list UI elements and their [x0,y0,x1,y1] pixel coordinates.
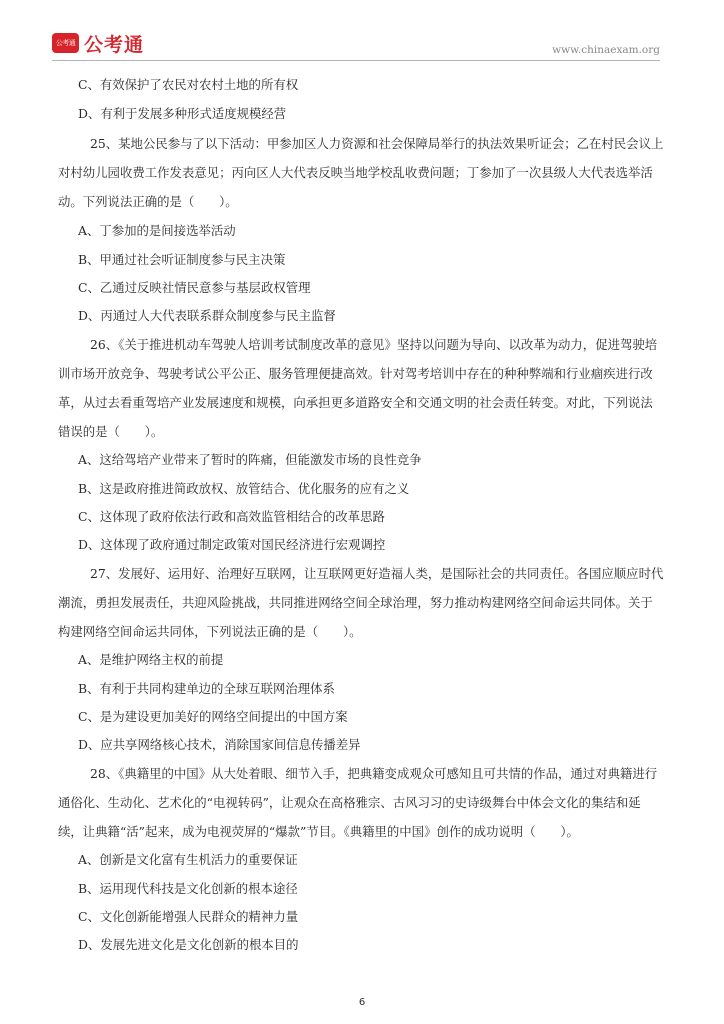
option-line: C、有效保护了农民对农村土地的所有权 [78,77,299,92]
question-27-stem: 构建网络空间命运共同体，下列说法正确的是（ ）。 [58,624,362,639]
option-line: D、发展先进文化是文化创新的根本目的 [78,937,299,952]
logo-icon: 公考通 [52,33,79,53]
option-line: A、丁参加的是间接选举活动 [78,223,236,238]
page-header [0,0,724,62]
option-line: D、应共享网络核心技术，消除国家间信息传播差异 [78,737,361,752]
option-line: B、有利于共同构建单边的全球互联网治理体系 [78,681,335,696]
option-line: C、是为建设更加美好的网络空间提出的中国方案 [78,709,348,724]
question-25-stem: 动。下列说法正确的是（ ）。 [58,194,238,209]
site-url: www.chinaexam.org [552,44,660,56]
option-line: B、运用现代科技是文化创新的根本途径 [78,881,298,896]
question-26-stem: 革，从过去看重驾培产业发展速度和规模，向承担更多道路安全和交通文明的社会责任转变。对此，下列说法 [58,395,653,410]
question-28-stem: 28、《典籍里的中国》从大处着眼、细节入手，把典籍变成观众可感知且可共情的作品，通过对典籍进行 [90,766,658,781]
option-line: A、这给驾培产业带来了暂时的阵痛，但能激发市场的良性竞争 [78,452,422,467]
option-line: C、这体现了政府依法行政和高效监管相结合的改革思路 [78,509,385,524]
option-line: D、有利于发展多种形式适度规模经营 [78,106,287,121]
option-line: A、是维护网络主权的前提 [78,652,224,667]
option-line: D、丙通过人大代表联系群众制度参与民主监督 [78,308,336,323]
header-divider [52,60,660,61]
question-25-stem: 25、某地公民参与了以下活动：甲参加区人力资源和社会保障局举行的执法效果听证会；乙在村民会议上 [90,136,664,151]
option-line: C、乙通过反映社情民意参与基层政权管理 [78,280,311,295]
question-26-stem: 错误的是（ ）。 [58,424,164,439]
option-line: D、这体现了政府通过制定政策对国民经济进行宏观调控 [78,537,386,552]
question-27-stem: 27、发展好、运用好、治理好互联网，让互联网更好造福人类，是国际社会的共同责任。各国应顺应时代 [90,566,664,581]
question-27-stem: 潮流，勇担发展责任，共迎风险挑战，共同推进网络空间全球治理，努力推动构建网络空间命运共同体。关于 [58,595,653,610]
question-25-stem: 对村幼儿园收费工作发表意见；丙向区人大代表反映当地学校乱收费问题；丁参加了一次县级人大代表选举活 [58,165,653,180]
question-26-stem: 26、《关于推进机动车驾驶人培训考试制度改革的意见》坚持以问题为导向、以改革为动力，促进驾驶培 [90,337,658,352]
option-line: A、创新是文化富有生机活力的重要保证 [78,852,298,867]
question-28-stem: 通俗化、生动化、艺术化的“电视转码”，让观众在高格雅宗、古风习习的史诗级舞台中体会文化的集结和延 [58,795,641,810]
option-line: C、文化创新能增强人民群众的精神力量 [78,909,299,924]
option-line: B、甲通过社会听证制度参与民主决策 [78,252,286,267]
option-line: B、这是政府推进简政放权、放管结合、优化服务的应有之义 [78,481,410,496]
brand-name: 公考通 [84,34,145,56]
question-28-stem: 续，让典籍“活”起来，成为电视荧屏的“爆款”节目。《典籍里的中国》创作的成功说明（ ）。 [58,824,579,839]
page-number: 6 [358,997,366,1008]
question-26-stem: 训市场开放竞争、驾驶考试公平公正、服务管理便捷高效。针对驾考培训中存在的种种弊端和行业痼疾进行改 [58,366,653,381]
